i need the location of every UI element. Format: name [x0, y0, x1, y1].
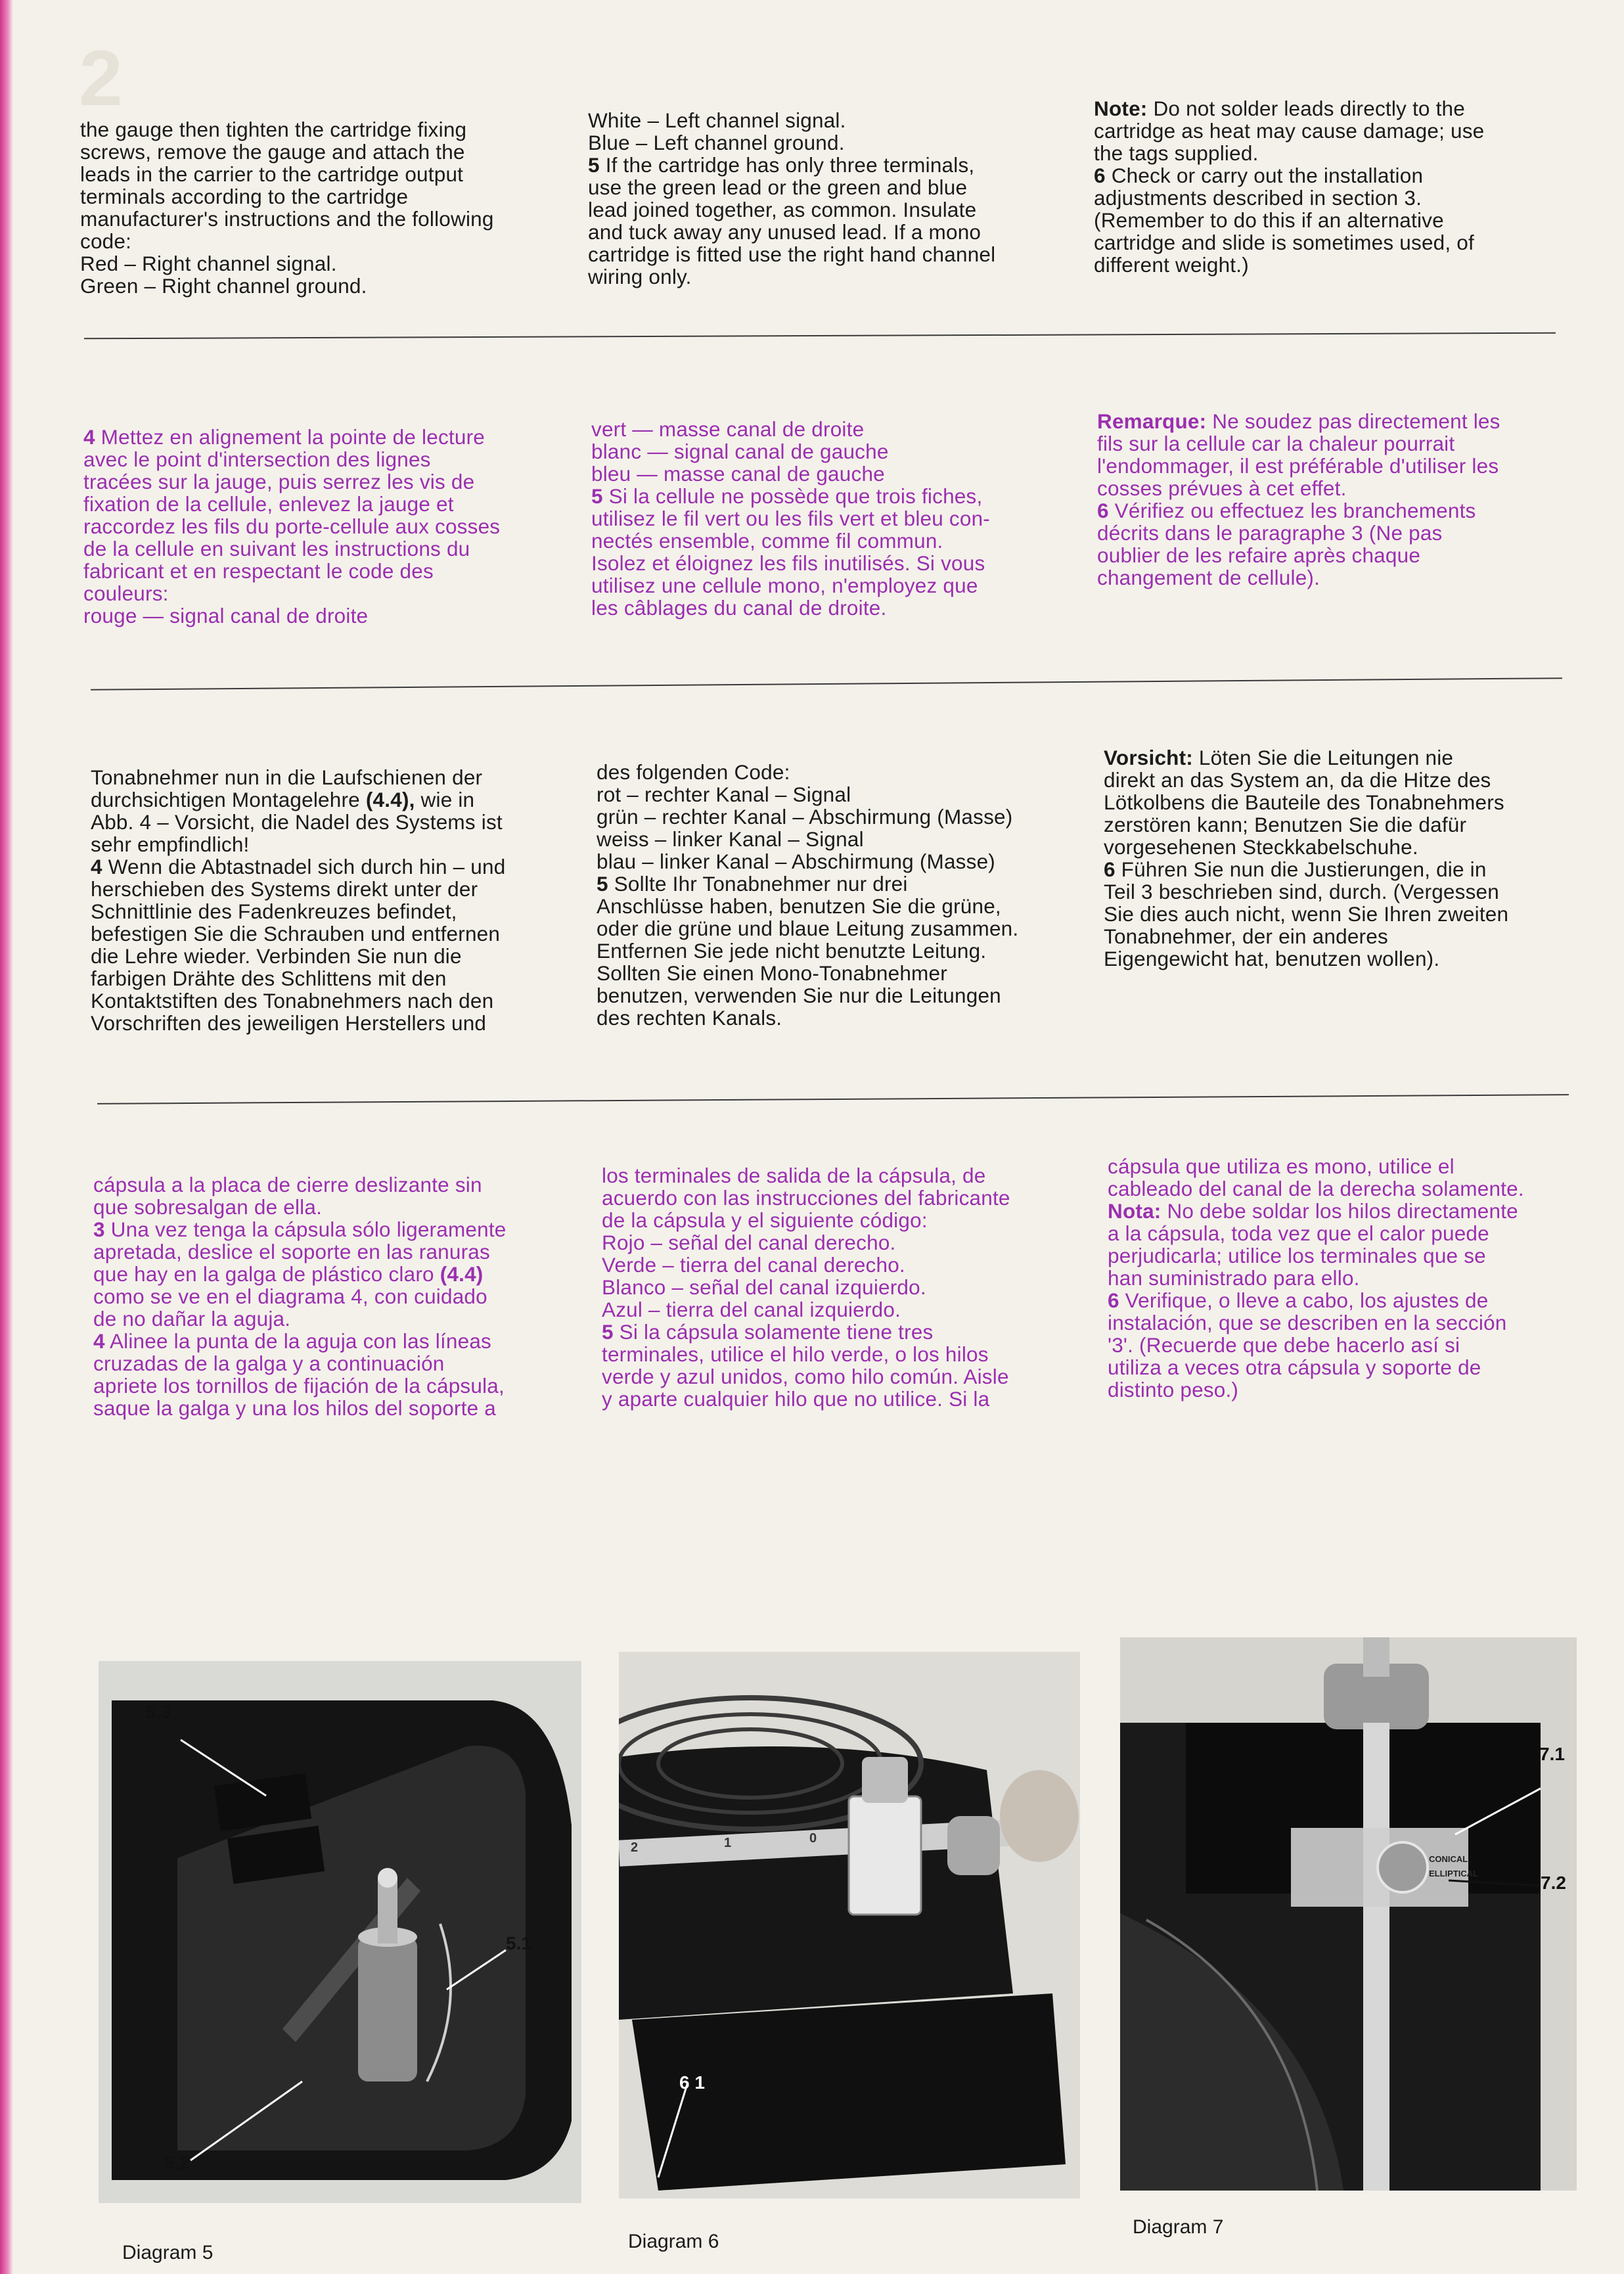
diagram-6-scale-label: 1 — [724, 1836, 732, 1850]
diagram-6-callout: 6.2 — [1026, 2112, 1052, 2132]
german-col-3: Vorsicht: Löten Sie die Leitungen nie direkt an das System an, da die Hitze des Lötkolbens die Bauteile des Tonabnehmers zerstören kann; Benutzen Sie die dafür vorgesehenen Steckkabelschuhe. 6 Führen Sie nun die Justierungen, die in Teil 3 beschrieben sind, durch. (Vergessen Sie dies auch nicht, wenn Sie Ihren zweiten Tonabnehmer, der ein anderes Eigengewicht hat, benutzen wollen). — [1104, 746, 1509, 970]
pink-page-edge — [0, 0, 13, 2274]
diagram-7-caption: Diagram 7 — [1133, 2216, 1224, 2238]
spanish-col-3: cápsula que utiliza es mono, utilice el cableado del canal de la derecha solamente. Nota: No debe soldar los hilos directamente a la cápsula, toda vez que el calor puede perjudicarla; utilice los terminales que se han suministrado para ello. 6 Verifique, o lleve a cabo, los ajustes de instalación, que se describen en la sección '3'. (Recuerde que debe hacerlo así si utiliza a veces otra cápsula y soporte de distinto peso.) — [1108, 1154, 1524, 1401]
german-col-2: des folgenden Code: rot – rechter Kanal – Signal grün – rechter Kanal – Abschirmung (Masse) weiss – linker Kanal – Signal blau – linker Kanal – Abschirmung (Masse) 5 Sollte Ihr Tonabnehmer nur drei Anschlüsse haben, benutzen Sie die grüne, oder die grüne und blaue Leitung zusammen. Entfernen Sie jede nicht benutzte Leitung. Sollten Sie einen Mono-Tonabnehmer benutzen, verwenden Sie nur die Leitungen des rechten Kanals. — [597, 760, 1019, 1030]
diagram-6-scale-label: 0 — [809, 1831, 817, 1846]
english-col-2: White – Left channel signal. Blue – Left channel ground. 5 If the cartridge has only three terminals, use the green lead or the green and blue lead joined together, as common. Insulate and tuck away any unused lead. If a mono cartridge is fitted use the right hand channel wiring only. — [588, 108, 996, 288]
english-col-3: Note: Do not solder leads directly to the cartridge as heat may cause damage; use the tags supplied. 6 Check or carry out the installation adjustments described in section 3. (Remember to do this if an alternative cartridge and slide is sometimes used, of different weight.) — [1094, 97, 1485, 277]
french-col-3: Remarque: Ne soudez pas directement les fils sur la cellule car la chaleur pourrait l'endommager, il est préférable d'utiliser les cosses prévues à cet effet. 6 Vérifiez ou effectuez les branchements décrits dans le paragraphe 3 (Ne pas oublier de les refaire après chaque changement de cellule). — [1097, 409, 1500, 589]
french-col-1: 4 Mettez en alignement la pointe de lecture avec le point d'intersection des lignes tracées sur la jauge, puis serrez les vis de fixation de la cellule, enlevez la jauge et raccordez les fils du porte-cellule aux cosses de la cellule en suivant les instructions du fabricant et en respectant le code des couleurs: rouge — signal canal de droite — [83, 425, 501, 627]
diagram-6-illustration — [619, 1652, 1080, 2198]
diagram-7-illustration — [1120, 1637, 1577, 2191]
english-col-1: the gauge then tighten the cartridge fixing screws, remove the gauge and attach the leads in the carrier to the cartridge output terminals according to the cartridge manufacturer's instructions and the following code: Red – Right channel signal. Green – Right channel ground. — [80, 118, 494, 298]
diagram-6-scale-label: 2 — [631, 1840, 639, 1855]
spanish-col-2: los terminales de salida de la cápsula, de acuerdo con las instrucciones del fabricante de la cápsula y el siguiente código: Rojo – señal del canal derecho. Verde – tierra del canal derecho. Blanco – señal del canal izquierdo. Azul – tierra del canal izquierdo. 5 Si la cápsula solamente tiene tres terminales, utilice el hilo verde, o los hilos verde y azul unidos, como hilo común. Aisle y aparte cualquier hilo que no utilice. Si la — [602, 1164, 1010, 1411]
diagram-5-photo — [99, 1661, 581, 2203]
diagram-5-caption: Diagram 5 — [122, 2242, 214, 2263]
diagram-5-callout: 5.1 — [506, 1933, 531, 1953]
spanish-col-1: cápsula a la placa de cierre deslizante sin que sobresalgan de ella. 3 Una vez tenga la cápsula sólo ligeramente apretada, deslice el soporte en las ranuras que hay en la galga de plástico claro (4.4) como se ve en el diagrama 4, con cuidado de no dañar la aguja. 4 Alinee la punta de la aguja con las líneas cruzadas de la galga y a continuación apriete los tornillos de fijación de la cápsula, saque la galga y una los hilos del soporte a — [93, 1173, 507, 1420]
diagram-6-caption: Diagram 6 — [628, 2231, 719, 2252]
french-col-2: vert — masse canal de droite blanc — signal canal de gauche bleu — masse canal de gauche 5 Si la cellule ne possède que trois fiches, utilisez le fil vert ou les fils vert et bleu con- nectés ensemble, comme fil commun. Isolez et éloignez les fils inutilisés. Si vous utilisez une cellule mono, n'employez que les câblages du canal de droite. — [591, 417, 990, 620]
diagram-7-callout: 7.1 — [1539, 1744, 1565, 1764]
divider-rule — [91, 677, 1562, 691]
divider-rule — [84, 332, 1556, 340]
diagram-7-label-elliptical: ELLIPTICAL — [1429, 1869, 1479, 1878]
divider-rule — [97, 1094, 1569, 1104]
page-number: 2 — [79, 34, 123, 122]
diagram-5-callout: 5.3 — [146, 1702, 171, 1722]
diagram-7-photo — [1120, 1637, 1577, 2191]
diagram-6-callout: 6 1 — [679, 2072, 705, 2093]
diagram-7-callout: 7.2 — [1541, 1873, 1566, 1893]
diagram-5-illustration — [99, 1661, 581, 2203]
diagram-6-photo — [619, 1652, 1080, 2198]
diagram-5-callout: 5.2 — [164, 2152, 190, 2173]
diagram-7-label-conical: CONICAL — [1429, 1854, 1468, 1864]
german-col-1: Tonabnehmer nun in die Laufschienen der durchsichtigen Montagelehre (4.4), wie in Abb. 4 – Vorsicht, die Nadel des Systems ist sehr empfindlich! 4 Wenn die Abtastnadel sich durch hin – und herschieben des Systems direkt unter der Schnittlinie des Fadenkreuzes befindet, befestigen Sie die Schrauben und entfernen die Lehre wieder. Verbinden Sie nun die farbigen Drähte des Schlittens mit den Kontaktstiften des Tonabnehmers nach den Vorschriften des jeweiligen Herstellers und — [91, 765, 506, 1035]
